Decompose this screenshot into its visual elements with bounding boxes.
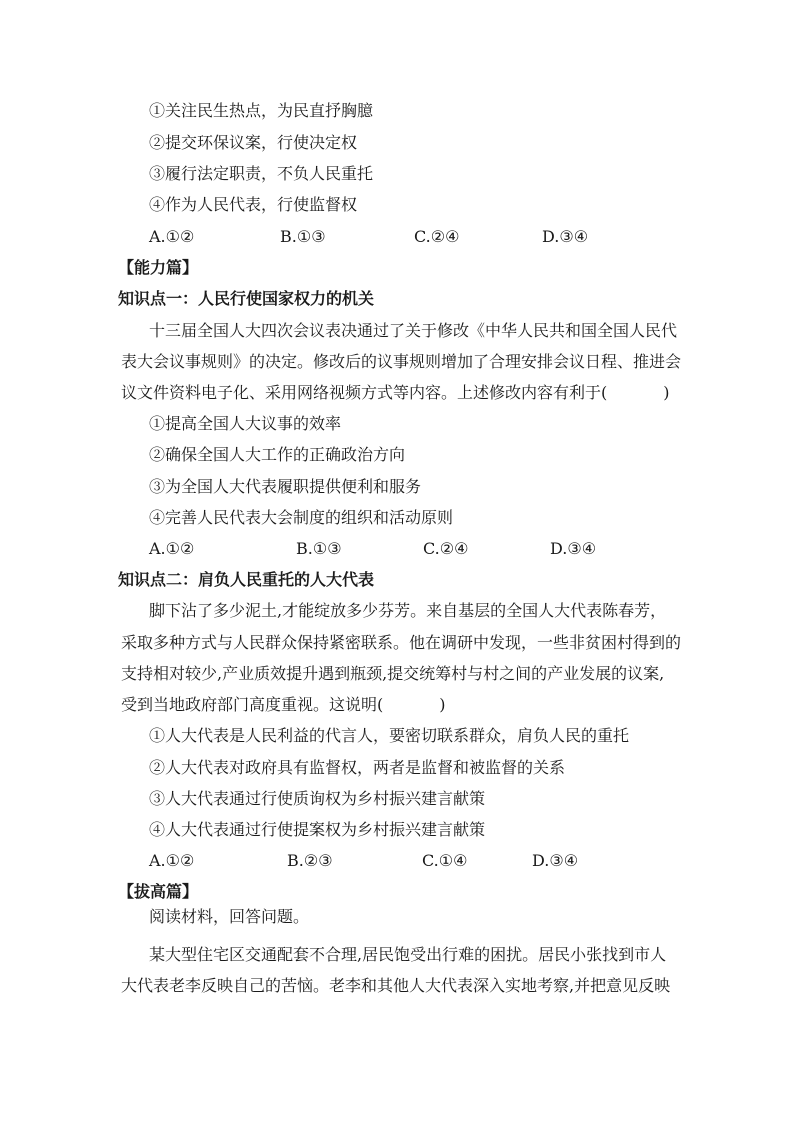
prev-option-1: ①关注民生热点，为民直抒胸臆 — [149, 101, 374, 120]
kp2-option-3: ③人大代表通过行使质询权为乡村振兴建言献策 — [149, 789, 486, 808]
kp2-choice-d: D.③④ — [532, 851, 579, 870]
prev-choice-c: C.②④ — [414, 227, 460, 246]
kp1-option-3: ③为全国人大代表履职提供便利和服务 — [149, 477, 422, 496]
kp2-option-2: ②人大代表对政府具有监督权，两者是监督和被监督的关系 — [149, 758, 566, 777]
kp1-choice-b: B.①③ — [296, 539, 342, 558]
advanced-material-line-2: 大代表老李反映自己的苦恼。老李和其他人大代表深入实地考察,并把意见反映 — [121, 976, 671, 995]
kp1-option-1: ①提高全国人大议事的效率 — [149, 414, 342, 433]
kp2-choice-b: B.②③ — [287, 851, 333, 870]
prev-choice-d: D.③④ — [542, 227, 589, 246]
kp2-option-4: ④人大代表通过行使提案权为乡村振兴建言献策 — [149, 820, 486, 839]
kp1-stem-line-3 — [121, 382, 670, 404]
kp1-choice-d: D.③④ — [550, 539, 597, 558]
prev-choice-b: B.①③ — [280, 227, 326, 246]
kp1-option-4: ④完善人民代表大会制度的组织和活动原则 — [149, 508, 454, 527]
kp2-option-1: ①人大代表是人民利益的代言人，要密切联系群众，肩负人民的重托 — [149, 726, 630, 745]
kp1-title: 知识点一：人民行使国家权力的机关 — [118, 289, 375, 308]
section-advanced-heading: 【拔高篇】 — [118, 882, 199, 901]
kp1-stem-close: ) — [663, 383, 670, 402]
kp1-choice-c: C.②④ — [423, 539, 469, 558]
kp1-stem-line-2: 表大会议事规则》的决定。修改后的议事规则增加了合理安排会议日程、推进会 — [121, 352, 682, 371]
kp1-stem-text: 议文件资料电子化、采用网络视频方式等内容。上述修改内容有利于( — [121, 383, 608, 402]
prev-option-3: ③履行法定职责，不负人民重托 — [149, 164, 374, 183]
kp1-stem-line-1: 十三届全国人大四次会议表决通过了关于修改《中华人民共和国全国人民代 — [149, 321, 678, 340]
kp2-choice-a: A.①② — [149, 851, 195, 870]
prev-option-2: ②提交环保议案，行使决定权 — [149, 133, 358, 152]
advanced-material-line-1: 某大型住宅区交通配套不合理,居民饱受出行难的困扰。居民小张找到市人 — [149, 945, 667, 964]
kp1-option-2: ②确保全国人大工作的正确政治方向 — [149, 445, 406, 464]
section-ability-heading: 【能力篇】 — [118, 258, 199, 277]
kp2-stem-close: ) — [439, 695, 446, 714]
kp2-stem-text: 受到当地政府部门高度重视。这说明( — [121, 695, 384, 714]
kp2-title: 知识点二：肩负人民重托的人大代表 — [118, 570, 375, 589]
kp2-stem-line-4 — [121, 694, 446, 716]
kp2-stem-line-2: 采取多种方式与人民群众保持紧密联系。他在调研中发现，一些非贫困村得到的 — [121, 633, 682, 652]
kp2-choice-c: C.①④ — [422, 851, 468, 870]
kp1-choice-a: A.①② — [149, 539, 195, 558]
advanced-instruction: 阅读材料，回答问题。 — [149, 907, 310, 926]
kp2-stem-line-1: 脚下沾了多少泥土,才能绽放多少芬芳。来自基层的全国人大代表陈春芳， — [149, 601, 667, 620]
kp2-stem-line-3: 支持相对较少,产业质效提升遇到瓶颈,提交统筹村与村之间的产业发展的议案, — [121, 664, 665, 683]
prev-choice-a: A.①② — [149, 227, 195, 246]
prev-option-4: ④作为人民代表，行使监督权 — [149, 195, 358, 214]
